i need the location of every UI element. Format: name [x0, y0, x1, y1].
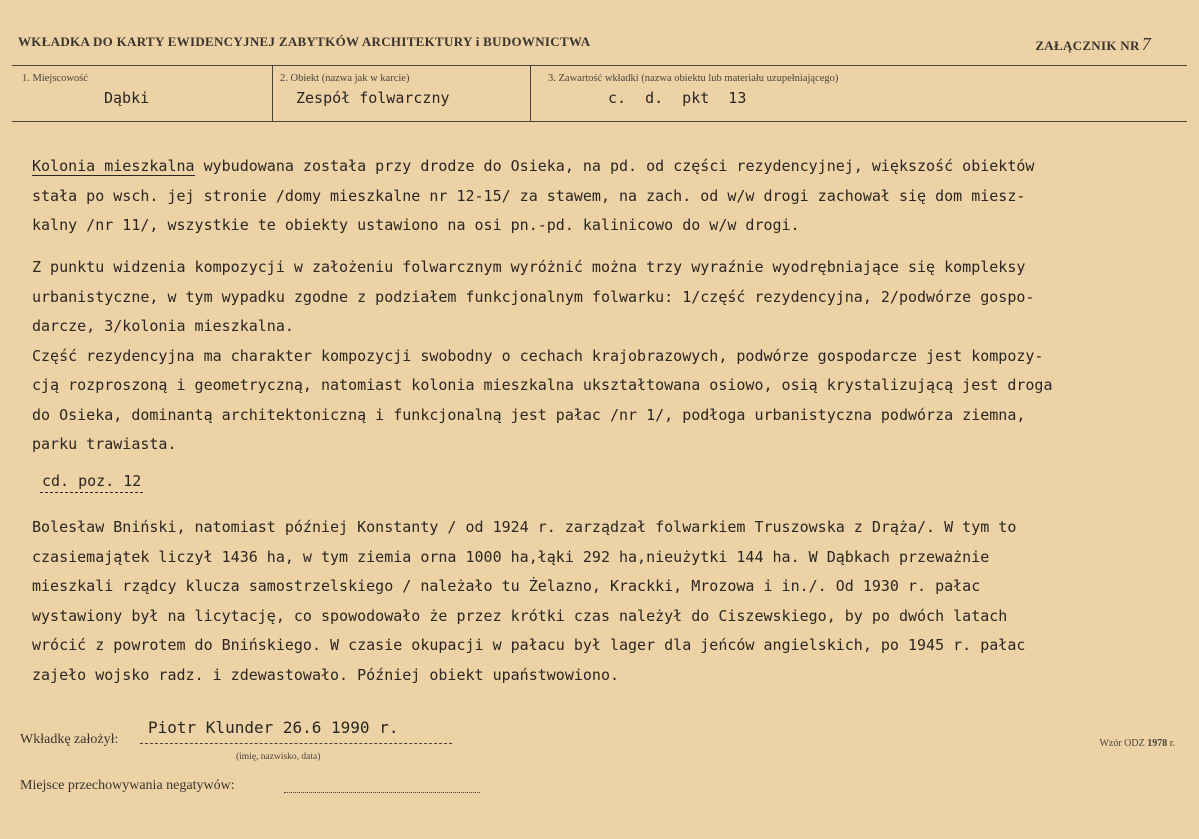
text-line: czasiemajątek liczył 1436 ha, w tym ziemia orna 1000 ha,łąki 292 ha,nieużytki 144 ha. W Dąbkach przeważnie: [32, 547, 990, 566]
paragraph-kompozycja: [32, 253, 1182, 460]
field-value-obiekt: Zespół folwarczny: [296, 89, 450, 107]
text-line: [32, 152, 1182, 182]
text-line: Z punktu widzenia kompozycji w założeniu folwarcznym wyróżnić można trzy wyraźnie wyodrębniające się kompleksy: [32, 258, 1026, 276]
paragraph-historia: [32, 513, 1182, 690]
field-label-obiekt: 2. Obiekt (nazwa jak w karcie): [280, 73, 410, 84]
card-title: WKŁADKA DO KARTY EWIDENCYJNEJ ZABYTKÓW ARCHITEKTURY i BUDOWNICTWA: [18, 34, 591, 49]
attachment-label-text: ZAŁĄCZNIK NR: [1035, 38, 1140, 53]
field-divider-2: [530, 66, 531, 121]
top-rule: [12, 65, 1187, 66]
continuation-label: cd. poz. 12: [40, 472, 143, 493]
text-line: parku trawiasta.: [32, 435, 177, 453]
text-line-rest: wybudowana została przy drodze do Osieka, na pd. od części rezydencyjnej, większość obiektów: [194, 157, 1035, 175]
text-line: wystawiony był na licytację, co spowodowało że przez krótki czas należył do Ciszewskiego, by po dwóch latach: [32, 606, 1008, 625]
text-line: cją rozproszoną i geometryczną, natomiast kolonia mieszkalna ukształtowana osiowo, osią krystalizującą jest droga: [32, 376, 1053, 394]
text-line: stała po wsch. jej stronie /domy mieszkalne nr 12-15/ za stawem, na zach. od w/w drogi zachował się dom miesz-: [32, 186, 1026, 205]
text-line: wrócić z powrotem do Bnińskiego. W czasie okupacji w pałacu był lager dla jeńców angielskich, po 1945 r. pałac: [32, 636, 1026, 654]
author-label: Wkładkę założył:: [20, 732, 119, 747]
text-line: zajeło wojsko radz. i zdewastowało. Później obiekt upaństwowiono.: [32, 665, 619, 684]
text-line: do Osieka, dominantą architektoniczną i funkcjonalną jest pałac /nr 1/, podłoga urbanistyczna podwórza ziemna,: [32, 405, 1026, 424]
attachment-label: [1035, 34, 1151, 55]
lead-term: Kolonia mieszkalna: [32, 157, 195, 175]
form-template-code: [1099, 738, 1175, 749]
author-caption: (imię, nazwisko, data): [236, 752, 321, 762]
field-divider-1: [272, 66, 273, 121]
text-line: Bolesław Bniński, natomiast później Konstanty / od 1924 r. zarządzał folwarkiem Truszowska z Drąża/. W tym to: [32, 518, 1017, 536]
text-line: darcze, 3/kolonia mieszkalna.: [32, 317, 294, 335]
paragraph-kolonia: [32, 152, 1182, 241]
form-template-year: 1978: [1147, 738, 1168, 749]
attachment-number: 7: [1141, 34, 1151, 54]
text-line: urbanistyczne, w tym wypadku zgodne z podziałem funkcjonalnym folwarku: 1/część rezydencyjna, 2/podwórze gospo-: [32, 287, 1035, 306]
form-template-prefix: Wzór ODZ: [1099, 738, 1145, 749]
form-template-suffix: r.: [1169, 738, 1175, 749]
text-line: Część rezydencyjna ma charakter kompozycji swobodny o cechach krajobrazowych, podwórze gospodarcze jest kompozy-: [32, 346, 1044, 365]
fields-bottom-rule: [12, 121, 1187, 122]
field-label-zawartosc: 3. Zawartość wkładki (nazwa obiektu lub materiału uzupełniającego): [548, 73, 839, 84]
author-line: [140, 743, 452, 744]
field-value-zawartosc: c. d. pkt 13: [608, 89, 747, 107]
field-value-miejscowosc: Dąbki: [104, 89, 150, 107]
author-value: Piotr Klunder 26.6 1990 r.: [148, 718, 399, 737]
field-label-miejscowosc: 1. Miejscowość: [22, 73, 88, 84]
text-line: mieszkali rządcy klucza samostrzelskiego / należało tu Żelazno, Krackki, Mrozowa i in./. Od 1930 r. pałac: [32, 577, 981, 595]
negatives-line: [284, 792, 480, 793]
negatives-label: Miejsce przechowywania negatywów:: [20, 778, 235, 793]
text-line: kalny /nr 11/, wszystkie te obiekty ustawiono na osi pn.-pd. kalinicowo do w/w drogi.: [32, 216, 800, 234]
